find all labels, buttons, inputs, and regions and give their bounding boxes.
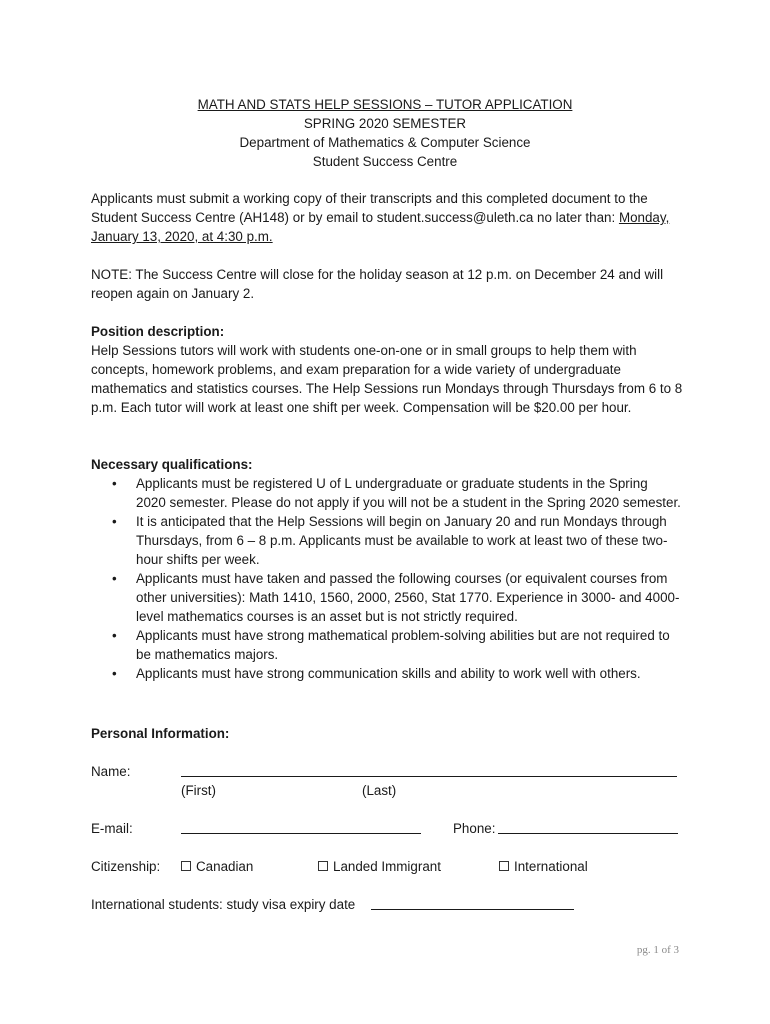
holiday-note: NOTE: The Success Centre will close for the holiday season at 12 p.m. on December 24 and will reopen again on January 2. [91, 267, 664, 301]
bullet-icon: • [112, 628, 117, 643]
list-item: • Applicants must be registered U of L undergraduate or graduate students in the Spring 2020 semester. Please do not apply if you will not be a student in the Spring 2020 semester. [112, 476, 681, 510]
deadline-text: Monday, January 13, 2020, at 4:30 p.m. [91, 210, 670, 244]
position-text: Help Sessions tutors will work with students one-on-one or in small groups to help them with concepts, homework problems, and exam preparation for a wide variety of undergraduate mathematics and statistics courses. The Help Sessions run Mondays through Thursdays from 6 to 8 p.m. Each tutor will work at least one shift per week. Compensation will be $20.00 per hour. [91, 343, 683, 415]
document-header [0, 95, 770, 171]
checkbox-icon[interactable] [499, 861, 509, 871]
name-label: Name: [91, 764, 131, 779]
qualifications-list [91, 474, 681, 683]
department-line: Department of Mathematics & Computer Science [239, 135, 531, 150]
last-name-label: (Last) [362, 783, 397, 798]
checkbox-icon[interactable] [318, 861, 328, 871]
email-label: E-mail: [91, 821, 133, 836]
list-item: • Applicants must have taken and passed the following courses (or equivalent courses from other universities): Math 1410, 1560, 2000, 2560, Stat 1770. Experience in 3000- and 4000- level mathematics courses is an asset but is not strictly required. [112, 571, 680, 624]
first-name-label: (First) [181, 783, 216, 798]
list-item: • Applicants must have strong communication skills and ability to work well with others. [112, 666, 641, 681]
bullet-icon: • [112, 666, 117, 681]
page-number: pg. 1 of 3 [636, 944, 679, 956]
document-title: MATH AND STATS HELP SESSIONS – TUTOR APPLICATION [197, 97, 573, 112]
list-item: • It is anticipated that the Help Sessions will begin on January 20 and run Mondays through Thursdays, from 6 – 8 p.m. Applicants must be available to work at least two of these two-hour shifts per week. [112, 514, 668, 567]
email-field[interactable] [181, 833, 421, 834]
bullet-icon: • [112, 571, 117, 586]
name-field[interactable] [181, 776, 677, 777]
phone-label: Phone: [453, 821, 496, 836]
personal-info-heading: Personal Information: [91, 726, 230, 741]
citizenship-option-canadian[interactable]: Canadian [181, 857, 253, 876]
qualifications-section [91, 455, 681, 683]
citizenship-option-international[interactable]: International [499, 857, 588, 876]
visa-expiry-field[interactable] [371, 909, 574, 910]
citizenship-option-landed-immigrant[interactable]: Landed Immigrant [318, 857, 441, 876]
bullet-icon: • [112, 476, 117, 491]
citizenship-label: Citizenship: [91, 859, 161, 874]
qualifications-heading: Necessary qualifications: [91, 457, 253, 472]
position-heading: Position description: [91, 324, 225, 339]
checkbox-icon[interactable] [181, 861, 191, 871]
intro-text: Applicants must submit a working copy of their transcripts and this completed document to the Student Success Centre (AH148) or by email to student.success@uleth.ca no later than: [91, 191, 648, 225]
semester-line: SPRING 2020 SEMESTER [303, 116, 467, 131]
visa-expiry-label: International students: study visa expiry date [91, 897, 356, 912]
centre-line: Student Success Centre [312, 154, 458, 169]
bullet-icon: • [112, 514, 117, 529]
position-section [91, 322, 691, 417]
list-item: • Applicants must have strong mathematical problem-solving abilities but are not required to be mathematics majors. [112, 628, 670, 662]
phone-field[interactable] [498, 833, 678, 834]
intro-paragraph [91, 189, 691, 246]
